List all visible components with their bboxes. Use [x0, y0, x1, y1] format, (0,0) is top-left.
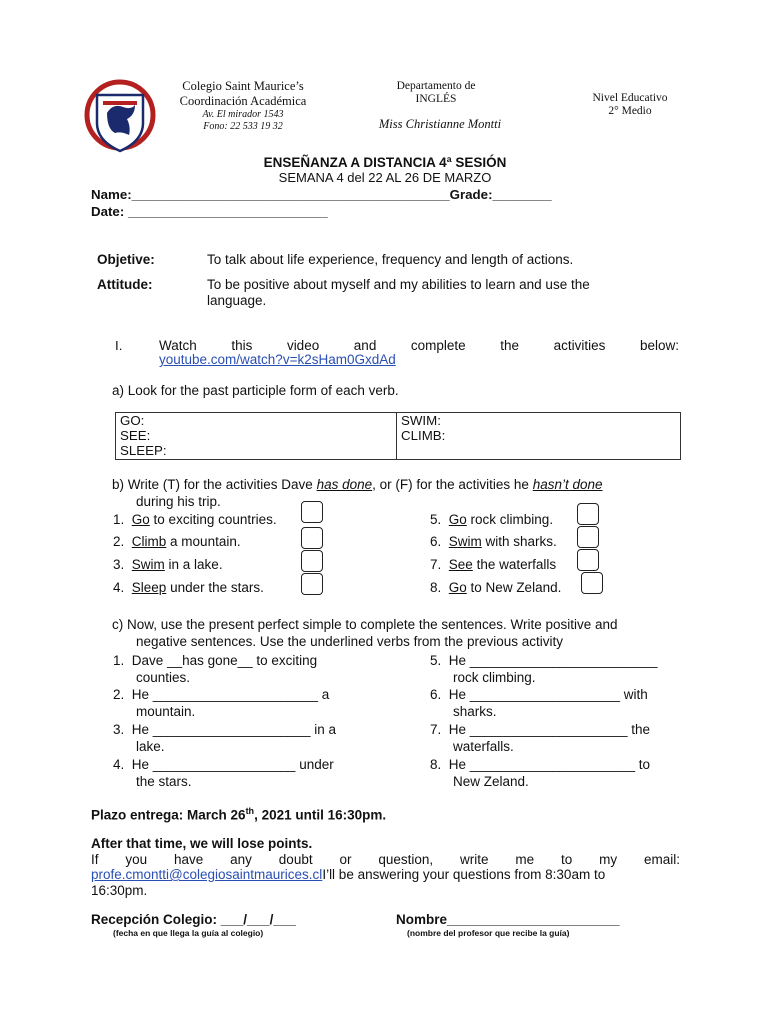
word: or: [339, 852, 352, 867]
item-text: with sharks.: [481, 534, 557, 549]
text[interactable]: He _____________________ in a: [131, 722, 336, 737]
answer-box[interactable]: [577, 503, 599, 525]
item-number: 7.: [430, 557, 442, 572]
text: , or (F) for the activities he: [372, 477, 533, 492]
text: , 2021 until 16:30pm.: [254, 807, 387, 823]
attitude-text-1: To be positive about myself and my abilities to learn and use the: [207, 277, 590, 292]
item-number: 6.: [430, 687, 442, 702]
address: Av. El mirador 1543: [202, 109, 284, 120]
item-verb: Go: [131, 512, 150, 527]
after-time-notice: After that time, we will lose points.: [91, 836, 313, 851]
answer-box[interactable]: [577, 526, 599, 548]
answer-box[interactable]: [301, 527, 323, 549]
objective-text: To talk about life experience, frequency and length of actions.: [207, 252, 574, 267]
sentence-7-cont: waterfalls.: [453, 739, 514, 754]
teacher-name: Miss Christianne Montti: [378, 117, 502, 131]
sentence-2-cont: mountain.: [136, 704, 196, 719]
answer-box[interactable]: [301, 573, 323, 595]
has-done: has done: [316, 477, 373, 492]
table-cell: CLIMB:: [401, 428, 446, 443]
sentence-4-cont: the stars.: [136, 774, 192, 789]
list-item: [113, 534, 241, 549]
word: Watch: [159, 338, 197, 353]
item-verb: See: [448, 557, 473, 572]
week-line: SEMANA 4 del 22 AL 26 DE MARZO: [278, 170, 492, 185]
video-link[interactable]: youtube.com/watch?v=k2sHam0GxdAd: [159, 352, 396, 367]
word: the: [500, 338, 520, 353]
text: to exciting: [252, 653, 318, 668]
list-item: [430, 557, 556, 572]
word: my: [599, 852, 618, 867]
item-number: 2.: [113, 534, 125, 549]
item-verb: Swim: [448, 534, 482, 549]
item-verb: Sleep: [131, 580, 167, 595]
answer-box[interactable]: [301, 501, 323, 523]
sentence-3-cont: lake.: [136, 739, 165, 754]
item-number: 8.: [430, 757, 442, 772]
table-cell: SLEEP:: [120, 443, 167, 458]
item-number: 3.: [113, 722, 125, 737]
sentence-4: [113, 757, 334, 772]
word: video: [286, 338, 320, 353]
item-number: 2.: [113, 687, 125, 702]
text[interactable]: He ____________________ with: [448, 687, 648, 702]
sentence-6-cont: sharks.: [453, 704, 497, 719]
item-text: to New Zeland.: [466, 580, 562, 595]
word: and: [353, 338, 377, 353]
item-number: 8.: [430, 580, 442, 595]
word: any: [230, 852, 252, 867]
list-item: [430, 534, 557, 549]
objective-label: Objetive:: [97, 252, 155, 267]
sentence-8-cont: New Zeland.: [453, 774, 529, 789]
item-text: in a lake.: [164, 557, 223, 572]
superscript: th: [245, 806, 255, 816]
word: me: [515, 852, 535, 867]
sentence-5: [430, 653, 658, 668]
sentence-1-cont: counties.: [136, 670, 191, 685]
item-number: 6.: [430, 534, 442, 549]
attitude-label: Attitude:: [97, 277, 153, 292]
text[interactable]: He ___________________ under: [131, 757, 334, 772]
word: write: [459, 852, 489, 867]
hasnt-done: hasn’t done: [532, 477, 603, 492]
word: have: [174, 852, 204, 867]
sentence-6: [430, 687, 648, 702]
item-number: 3.: [113, 557, 125, 572]
item-number: 5.: [430, 512, 442, 527]
item-number: 4.: [113, 580, 125, 595]
text[interactable]: He ______________________ to: [448, 757, 650, 772]
answer-box[interactable]: [581, 572, 603, 594]
participle-table: [115, 412, 681, 460]
nombre-note: (nombre del profesor que recibe la guía): [407, 928, 570, 938]
answer-box[interactable]: [301, 550, 323, 572]
section-instruction: [159, 338, 679, 353]
list-item: [430, 580, 561, 595]
item-text: under the stars.: [166, 580, 264, 595]
list-item: [113, 557, 223, 572]
word: doubt: [278, 852, 313, 867]
attitude-text-2: language.: [207, 293, 267, 308]
item-number: 1.: [113, 512, 125, 527]
word: email:: [643, 852, 680, 867]
text: Plazo entrega: March 26: [91, 807, 246, 823]
item-verb: Go: [448, 512, 467, 527]
list-item: [430, 512, 553, 527]
list-item: [113, 580, 264, 595]
sentence-8: [430, 757, 650, 772]
phone: Fono: 22 533 19 32: [203, 121, 283, 132]
text[interactable]: He _____________________ the: [448, 722, 650, 737]
item-number: 5.: [430, 653, 442, 668]
text: I’ll be answering your questions from 8:30am to: [322, 867, 606, 882]
reception-field[interactable]: Recepción Colegio: ___/___/___: [91, 912, 296, 927]
school-name: Colegio Saint Maurice’s: [182, 79, 304, 93]
word: activities: [553, 338, 606, 353]
item-verb: Swim: [131, 557, 165, 572]
word: you: [125, 852, 148, 867]
item-text: rock climbing.: [466, 512, 554, 527]
table-cell: GO:: [120, 413, 145, 428]
item-verb: Climb: [131, 534, 167, 549]
part-c-line1: c) Now, use the present perfect simple to complete the sentences. Write positive and: [112, 617, 618, 632]
item-text: to exciting countries.: [149, 512, 277, 527]
answer-box[interactable]: [577, 549, 599, 571]
word: complete: [410, 338, 466, 353]
email-link[interactable]: profe.cmontti@colegiosaintmaurices.cl: [91, 867, 323, 882]
item-number: 1.: [113, 653, 125, 668]
sentence-2: [113, 687, 329, 702]
list-item: [113, 512, 277, 527]
word: to: [560, 852, 573, 867]
name-grade-line[interactable]: Name:___________________________________________Grade:________: [91, 187, 552, 202]
part-c-line2: negative sentences. Use the underlined verbs from the previous activity: [136, 634, 563, 649]
part-b-instruction: [112, 477, 603, 492]
date-line[interactable]: Date: ___________________________: [91, 204, 328, 219]
section-number: I.: [115, 338, 123, 353]
sentence-5-cont: rock climbing.: [453, 670, 536, 685]
part-b-line2: during his trip.: [136, 494, 221, 509]
page-title: ENSEÑANZA A DISTANCIA 4ª SESIÓN: [263, 155, 507, 170]
department-line2: INGLÉS: [415, 93, 457, 105]
text[interactable]: He _________________________: [448, 653, 658, 668]
item-text: a mountain.: [166, 534, 241, 549]
item-number: 7.: [430, 722, 442, 737]
school-logo: [83, 73, 158, 161]
hours-line: 16:30pm.: [91, 883, 148, 898]
department-line1: Departamento de: [396, 80, 476, 92]
sentence-3: [113, 722, 336, 737]
item-number: 4.: [113, 757, 125, 772]
level-value: 2° Medio: [608, 105, 652, 117]
word: below:: [639, 338, 679, 353]
level-label: Nivel Educativo: [592, 92, 668, 104]
text: Dave: [131, 653, 168, 668]
part-a-instruction: a) Look for the past participle form of each verb.: [112, 383, 399, 398]
word: question,: [378, 852, 434, 867]
deadline: [91, 806, 386, 823]
sentence-7: [430, 722, 650, 737]
contact-line: [91, 852, 680, 867]
nombre-field[interactable]: Nombre_______________________: [396, 912, 620, 927]
word: If: [91, 852, 99, 867]
sentence-1: [113, 653, 317, 668]
item-text: the waterfalls: [472, 557, 557, 572]
reception-note: (fecha en que llega la guía al colegio): [113, 928, 264, 938]
table-cell: SWIM:: [401, 413, 441, 428]
coordination: Coordinación Académica: [179, 94, 307, 108]
answer-example: __has gone__: [167, 653, 253, 668]
table-cell: SEE:: [120, 428, 151, 443]
text[interactable]: He ______________________ a: [131, 687, 330, 702]
item-verb: Go: [448, 580, 467, 595]
email-line: [91, 867, 605, 882]
word: this: [231, 338, 253, 353]
text: b) Write (T) for the activities Dave: [112, 477, 317, 492]
